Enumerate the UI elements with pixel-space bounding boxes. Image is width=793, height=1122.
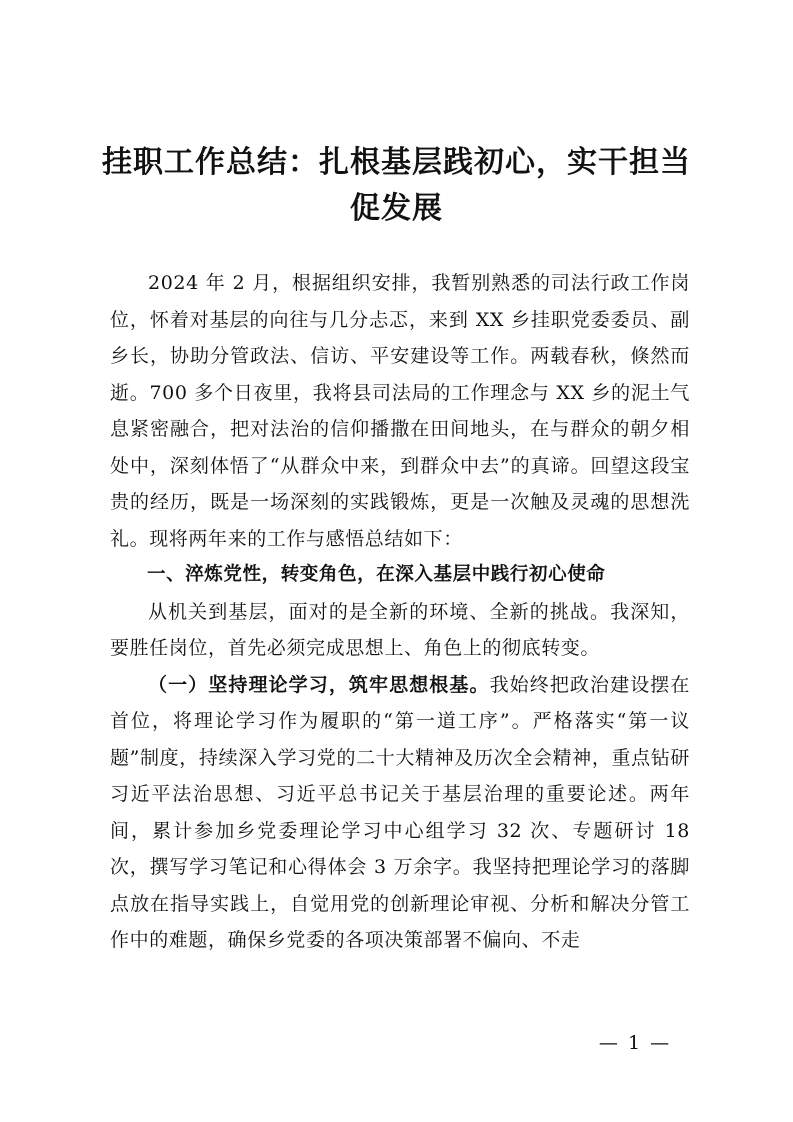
document-title: 挂职工作总结：扎根基层践初心，实干担当促发展 <box>102 145 691 226</box>
document-body <box>110 265 690 959</box>
page-number: — 1 — <box>598 1032 672 1054</box>
intro-paragraph: 2024 年 2 月，根据组织安排，我暂别熟悉的司法行政工作岗位，怀着对基层的向往与几分忐忑，来到 XX 乡挂职党委委员、副乡长，协助分管政法、信访、平安建设等工作。两载春秋，倏然而逝。700 多个日夜里，我将县司法局的工作理念与 XX 乡的泥土气息紧密融合，把对法治的信仰播撒在田间地头，在与群众的朝夕相处中，深刻体悟了“从群众中来，到群众中去”的真谛。回望这段宝贵的经历，既是一场深刻的实践锻炼，更是一次触及灵魂的思想洗礼。现将两年来的工作与感悟总结如下： <box>110 272 690 550</box>
subsection-paragraph-1 <box>110 667 690 959</box>
section-heading-1: 一、淬炼党性，转变角色，在深入基层中践行初心使命 <box>147 564 606 585</box>
subsection-lead-1: （一）坚持理论学习，筑牢思想根基。 <box>148 673 490 696</box>
subsection-text-1: 我始终把政治建设摆在首位，将理论学习作为履职的“第一道工序”。严格落实“第一议题”制度，持续深入学习党的二十大精神及历次全会精神，重点钻研习近平法治思想、习近平总书记关于基层治理的重要论述。两年间，累计参加乡党委理论学习中心组学习 32 次、专题研讨 18 次，撰写学习笔记和心得体会 3 万余字。我坚持把理论学习的落脚点放在指导实践上，自觉用党的创新理论审视、分析和解决分管工作中的难题，确保乡党委的各项决策部署不偏向、不走 <box>110 673 690 951</box>
section-intro-paragraph: 从机关到基层，面对的是全新的环境、全新的挑战。我深知，要胜任岗位，首先必须完成思想上、角色上的彻底转变。 <box>110 600 690 659</box>
